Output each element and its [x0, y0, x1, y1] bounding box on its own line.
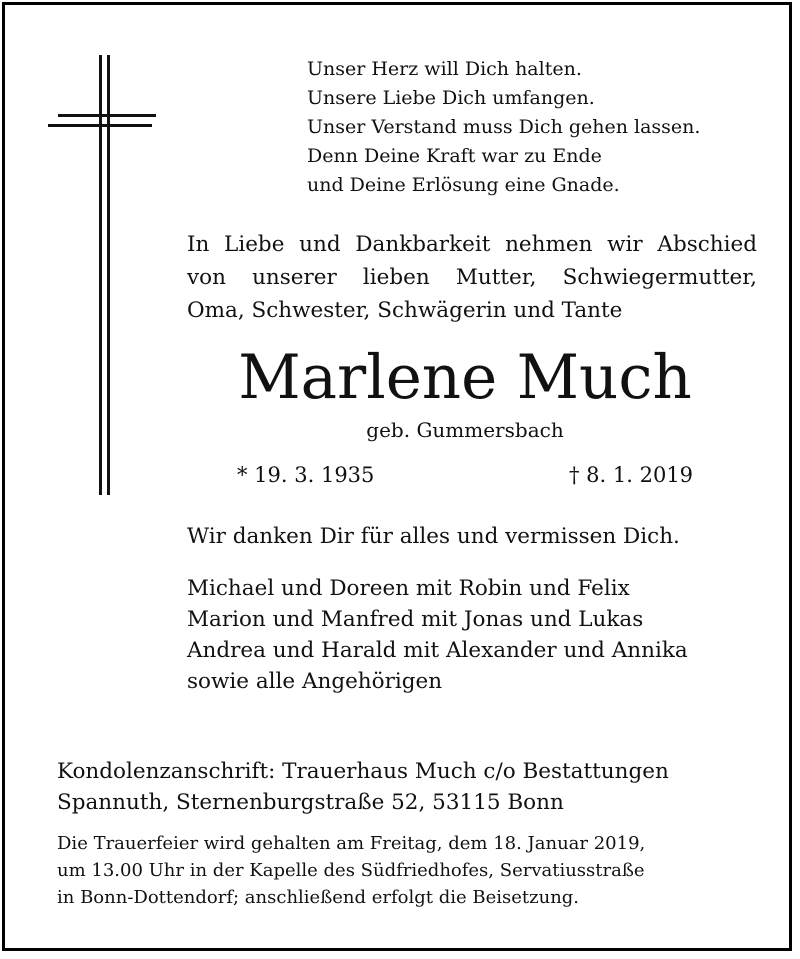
intro-line: von unserer lieben Mutter, Schwiegermutter,: [187, 265, 757, 290]
poem-line: und Deine Erlösung eine Gnade.: [307, 174, 620, 196]
funeral-line: um 13.00 Uhr in der Kapelle des Südfriedhofes, Servatiusstraße: [57, 860, 645, 881]
funeral-info: [57, 830, 645, 911]
maiden-name: geb. Gummersbach: [366, 418, 564, 442]
mourner-line: sowie alle Angehörigen: [187, 669, 443, 694]
condolence-address: [57, 756, 669, 818]
farewell-intro: [187, 228, 757, 327]
cross-horizontal-bar: [48, 114, 156, 127]
intro-line: Oma, Schwester, Schwägerin und Tante: [187, 298, 623, 323]
poem-line: Unsere Liebe Dich umfangen.: [307, 87, 595, 109]
mourners-list: [187, 573, 688, 697]
address-line: Spannuth, Sternenburgstraße 52, 53115 Bonn: [57, 790, 564, 815]
poem-line: Denn Deine Kraft war zu Ende: [307, 145, 602, 167]
death-date: † 8. 1. 2019: [569, 463, 694, 487]
poem: [307, 55, 700, 200]
poem-line: Unser Herz will Dich halten.: [307, 58, 582, 80]
funeral-line: in Bonn-Dottendorf; anschließend erfolgt die Beisetzung.: [57, 887, 580, 908]
deceased-name: Marlene Much: [238, 342, 692, 413]
obituary-notice: [2, 2, 792, 951]
mourner-line: Andrea und Harald mit Alexander und Annika: [187, 638, 688, 663]
birth-date: * 19. 3. 1935: [237, 463, 375, 487]
intro-line: In Liebe und Dankbarkeit nehmen wir Abschied: [187, 232, 757, 257]
mourner-line: Michael und Doreen mit Robin und Felix: [187, 576, 630, 601]
thanks-line: Wir danken Dir für alles und vermissen Dich.: [187, 524, 680, 549]
funeral-line: Die Trauerfeier wird gehalten am Freitag, dem 18. Januar 2019,: [57, 833, 646, 854]
poem-line: Unser Verstand muss Dich gehen lassen.: [307, 116, 701, 138]
address-line: Kondolenzanschrift: Trauerhaus Much c/o Bestattungen: [57, 759, 669, 784]
mourner-line: Marion und Manfred mit Jonas und Lukas: [187, 607, 644, 632]
